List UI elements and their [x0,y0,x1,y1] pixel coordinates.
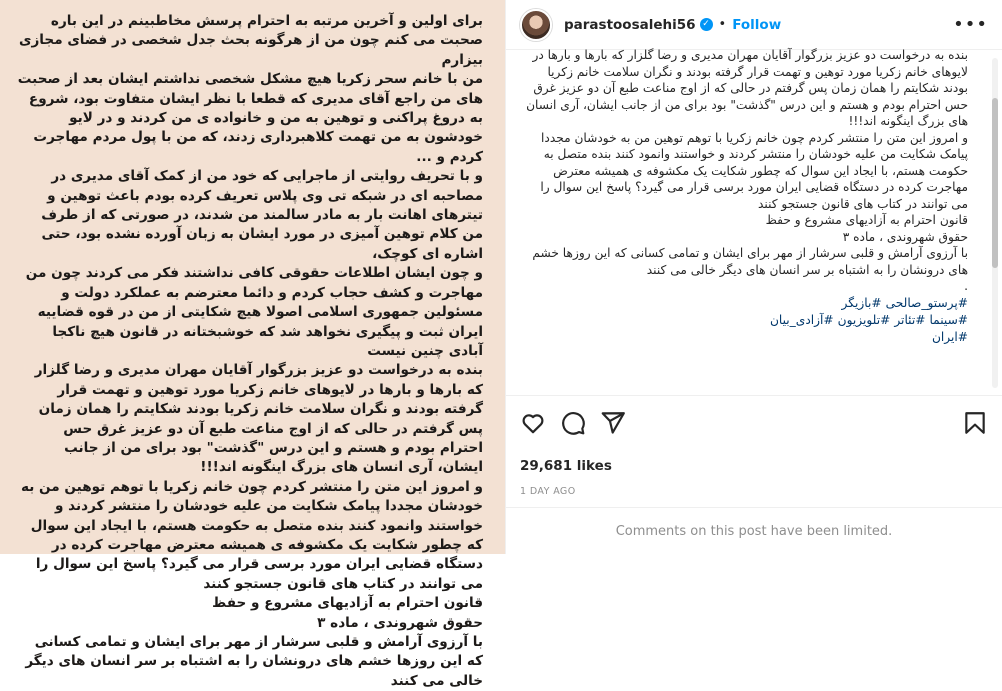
separator-dot: • [718,17,727,32]
username-link[interactable]: parastoosalehi56 [564,16,696,33]
image-paragraph: حقوق شهروندی ، ماده ۳ [317,614,483,631]
more-options-icon[interactable]: ••• [953,14,988,35]
action-bar [520,396,988,450]
post-header [506,0,1002,50]
caption-paragraph: بنده به درخواست دو عزیز بزرگوار آقایان مهران مدیری و رضا گلزار که بارها و بارها در لایوهای خانم زکریا مورد توهین و تهمت قرار گرفته بودند و نگران سلامت خانم زکریا بودند شکایتم را همان زمان پس گرفتم در حالی که از اوج مناعت طبع آن دو عزیز غرق حس احترام بودم و هستم و این درس "گذشت" بود برای من از جانب ایشان، آری انسان های بزرگ اینگونه اند!!! [526,48,968,128]
caption-paragraph: و امروز این متن را منتشر کردم چون خانم زکریا با توهم توهین من به خودشان مجددا پیامک شکایت من علیه خودشان را منتشر کردند و خواستند وانمود کنند بنده متصل به حکومت هستم، با ایجاد این سوال که چطور شکایت یک مکشوفه ی همیشه معترض مهاجرت کرده در دستگاه قضایی ایران مورد برسی قرار می گیرد؟ پاسخ این سوال را می توانند در کتاب های قانون جستجو کنند [540,130,968,211]
hashtag-link[interactable]: #بازیگر [841,295,882,310]
image-paragraph: با آرزوی آرامش و قلبی سرشار از مهر برای ایشان و تمامی کسانی که این روزها خشم های درونشان را به اشتباه بر سر انسان های دیگر خالی می کنند [25,634,483,689]
caption-scrollbar[interactable] [992,58,998,388]
caption-paragraph: . [964,279,968,293]
image-paragraph: قانون احترام به آزادیهای مشروع و حفظ [212,595,483,612]
scrollbar-thumb[interactable] [992,98,998,268]
hashtag-link[interactable]: #آزادی_بیان [769,312,834,327]
heart-icon[interactable] [520,410,546,436]
hashtag-link[interactable]: #تئاتر [894,312,926,327]
post-footer [506,395,1002,497]
caption-paragraph: با آرزوی آرامش و قلبی سرشار از مهر برای ایشان و تمامی کسانی که این روزها خشم های درونشان را به اشتباه بر سر انسان های دیگر خالی می کنند [532,246,968,277]
caption-paragraph: حقوق شهروندی ، ماده ۳ [842,229,968,244]
image-paragraph: من با خانم سحر زکریا هیچ مشکل شخصی نداشتم ایشان بعد از صحبت های من راجع آقای مدیری که قطعا با نظر ایشان متفاوت بود، شروع به دروغ پراکنی و توهین به من و خانواده ی من کردند و در لایو خودشون به من تهمت کلاهبرداری زدند، که من با پول مردم مهاجرت کردم و ... [17,71,483,165]
caption [520,47,968,295]
follow-button[interactable]: Follow [732,16,782,33]
comments-limited-notice: Comments on this post have been limited. [506,507,1002,554]
hashtag-link[interactable]: #سینما [929,312,968,327]
image-paragraph: بنده به درخواست دو عزیز بزرگوار آقایان مهران مدیری و رضا گلزار که بارها و بارها در لایوهای خانم زکریا مورد توهین و تهمت قرار گرفته بودند و نگران سلامت خانم زکریا بودند شکایتم را همان زمان پس گرفتم در حالی که از اوج مناعت طبع آن دو عزیز غرق حس احترام بودم و هستم و این درس "گذشت" بود برای من از جانب ایشان، آری انسان های بزرگ اینگونه اند!!! [34,362,483,476]
share-icon[interactable] [600,410,626,436]
caption-scroll-area[interactable] [506,48,1002,394]
bookmark-icon[interactable] [962,410,988,436]
image-paragraph: و چون ایشان اطلاعات حقوقی کافی نداشتند فکر می کردند چون من مهاجرت و کشف حجاب کردم و دائما معترضم به عملکرد دولت و مسئولین جمهوری اسلامی اصولا هیچ شکایتی از من در قوه قضاییه ایران ثبت و پیگیری نخواهد شد که خوشبختانه در قانون هیچ ناکجا آبادی چنین نیست [25,265,483,359]
image-paragraph: و با تحریف روایتی از ماجرایی که خود من از کمک آقای مدیری در مصاحبه ای در شبکه تی وی پلاس تعریف کرده بودم باعث توهین و تیترهای اهانت بار به مادر سالمند من شدند، در صورتی که از طرف من کلام توهین آمیزی در مورد ایشان به زبان آورده نشده بود، حتی اشاره ای کوچک، [41,168,483,262]
image-paragraph: و امروز این متن را منتشر کردم چون خانم زکریا با توهم توهین من به خودشان مجددا پیامک شکایت من علیه خودشان را منتشر کردند و خواستند وانمود کنند بنده متصل به حکومت هستم، با ایجاد این سوال که چطور شکایت یک مکشوفه ی همیشه معترض مهاجرت کرده در دستگاه قضایی ایران مورد برسی قرار می گیرد؟ پاسخ این سوال را می توانند در کتاب های قانون جستجو کنند [20,478,483,592]
caption-paragraph: قانون احترام به آزادیهای مشروع و حفظ [765,213,968,227]
post-date[interactable]: 1 DAY AGO [520,486,576,497]
likes-count[interactable]: 29,681 likes [520,458,612,474]
hashtag-link[interactable]: #ایران [931,329,968,344]
image-paragraph: برای اولین و آخرین مرتبه به احترام پرسش مخاطبینم در این باره صحبت می کنم چون من از هرگونه بحث جدل شخصی در فضای مجازی بیزارم [19,13,483,68]
avatar[interactable] [520,9,552,41]
verified-badge-icon: ✓ [700,18,713,31]
post-side-panel [505,0,1002,554]
hashtag-link[interactable]: #پرستو_صالحی [885,295,968,310]
hashtag-link[interactable]: #تلویزیون [837,312,891,327]
post-image-text [16,12,483,691]
hashtag-list [520,295,968,346]
comment-icon[interactable] [560,410,586,436]
